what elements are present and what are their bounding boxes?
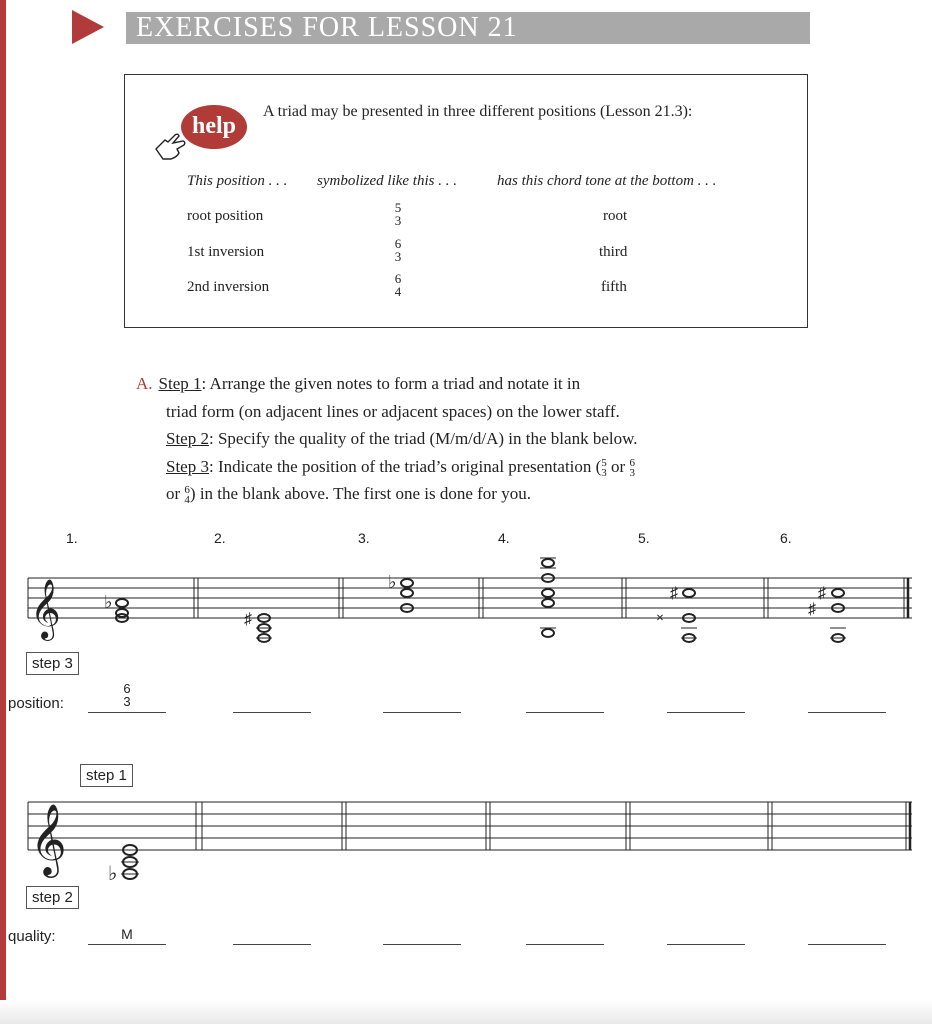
table-header-position: This position . . . bbox=[187, 173, 288, 189]
help-intro-text: A triad may be presented in three different positions (Lesson 21.3): bbox=[263, 103, 693, 120]
quality-blank-4[interactable] bbox=[526, 926, 604, 945]
table-row-1st-inversion: 1st inversion bbox=[187, 244, 265, 260]
chord-ex5 bbox=[683, 589, 695, 642]
double-sharp-icon: × bbox=[656, 611, 664, 626]
treble-clef-icon: 𝄞 bbox=[30, 579, 61, 639]
chord-ex6 bbox=[832, 589, 844, 642]
step2-label: Step 2 bbox=[166, 429, 209, 448]
table-row-fifth-tone: fifth bbox=[601, 279, 627, 295]
upper-staff bbox=[28, 578, 912, 618]
table-header-symbol: symbolized like this . . . bbox=[317, 173, 457, 189]
chord-ex1 bbox=[116, 599, 128, 622]
step2-tag: step 2 bbox=[26, 886, 79, 909]
table-row-2nd-inversion: 2nd inversion bbox=[187, 279, 270, 295]
step1-continued: triad form (on adjacent lines or adjacent spaces) on the lower staff. bbox=[166, 401, 620, 421]
position-answer-1: 6 3 bbox=[123, 681, 131, 709]
exercise-number-6: 6. bbox=[780, 530, 792, 546]
instructions: A. Step 1: Arrange the given notes to form a triad and notate it in triad form (on adjacent lines or adjacent spaces) on the lower staff. Step 2: Specify the quality of the triad (M/m/d/A) in the blank below. Step 3: Indicate the position of the triad’s original presentation (5 3 or 6 3 or 6 4) in the blank above. The first one is done for you. bbox=[136, 370, 796, 508]
treble-clef-icon-2: 𝄞 bbox=[30, 802, 67, 875]
sharp-icon: ♯ bbox=[244, 611, 252, 628]
quality-label: quality: bbox=[8, 928, 56, 945]
quality-blank-3[interactable] bbox=[383, 926, 461, 945]
inline-figure-6-3: 6 3 bbox=[629, 456, 635, 479]
quality-blank-2[interactable] bbox=[233, 926, 311, 945]
exercise-number-5: 5. bbox=[638, 530, 650, 546]
quality-blank-1[interactable]: M bbox=[88, 926, 166, 945]
sharp-icon-4: ♯ bbox=[808, 601, 816, 618]
flat-icon: ♭ bbox=[104, 592, 113, 612]
table-row-third-tone: third bbox=[599, 244, 628, 260]
inline-figure-6-4: 6 4 bbox=[184, 484, 190, 507]
exercise-number-4: 4. bbox=[498, 530, 510, 546]
position-blank-3[interactable] bbox=[383, 694, 461, 713]
position-blank-4[interactable] bbox=[526, 694, 604, 713]
step3-label: Step 3 bbox=[166, 456, 209, 476]
chord-ex3 bbox=[401, 579, 413, 612]
step1-label: Step 1 bbox=[158, 374, 202, 393]
exercise-number-1: 1. bbox=[66, 530, 78, 546]
quality-blank-6[interactable] bbox=[808, 926, 886, 945]
flat-icon-2: ♭ bbox=[388, 572, 397, 592]
page-bottom-shadow bbox=[0, 1000, 932, 1024]
figure-5-3: 5 3 bbox=[394, 200, 402, 228]
step1-tag: step 1 bbox=[80, 764, 133, 787]
section-letter: A. bbox=[136, 374, 153, 393]
figure-6-4: 6 4 bbox=[394, 271, 402, 299]
flat-icon-3: ♭ bbox=[108, 863, 118, 885]
page-title: EXERCISES FOR LESSON 21 bbox=[126, 12, 810, 44]
sharp-icon-2: ♯ bbox=[670, 585, 678, 602]
step3-tag: step 3 bbox=[26, 652, 79, 675]
figure-6-3: 6 3 bbox=[394, 236, 402, 264]
table-row-root-position: root position bbox=[187, 208, 264, 224]
position-label: position: bbox=[8, 695, 64, 712]
help-badge: help bbox=[181, 105, 247, 149]
exercise-number-3: 3. bbox=[358, 530, 370, 546]
position-blank-2[interactable] bbox=[233, 694, 311, 713]
lower-staff bbox=[28, 802, 912, 850]
position-blank-6[interactable] bbox=[808, 694, 886, 713]
quality-blank-5[interactable] bbox=[667, 926, 745, 945]
table-header-tone: has this chord tone at the bottom . . . bbox=[497, 173, 717, 189]
inline-figure-5-3: 5 3 bbox=[601, 456, 607, 479]
table-row-root-tone: root bbox=[603, 208, 628, 224]
position-blank-1[interactable] bbox=[88, 681, 166, 713]
sharp-icon-3: ♯ bbox=[818, 585, 826, 602]
exercise-number-2: 2. bbox=[214, 530, 226, 546]
position-blank-5[interactable] bbox=[667, 694, 745, 713]
